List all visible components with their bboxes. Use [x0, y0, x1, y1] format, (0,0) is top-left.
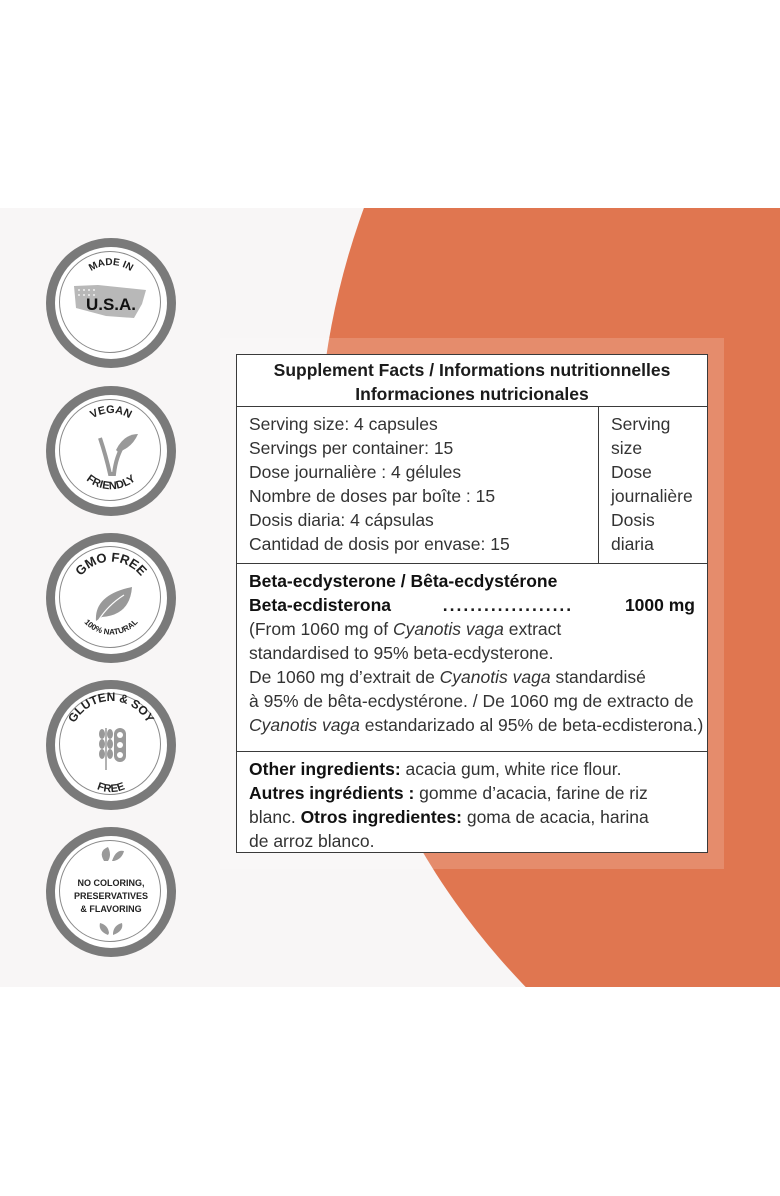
ingredient-amount: 1000 mg	[624, 595, 695, 615]
other-ingredients-section: Other ingredients: acacia gum, white rice flour. Autres ingrédients : gomme d’acacia, farine de riz blanc. Otros ingredientes: goma de acacia, harina de arroz blanco.	[249, 759, 649, 851]
svg-text:GMO FREE: GMO FREE	[72, 549, 150, 579]
svg-text:FREE: FREE	[95, 780, 127, 796]
badge-made-in-usa	[46, 238, 176, 368]
svg-text:PRESERVATIVES: PRESERVATIVES	[73, 891, 149, 901]
svg-text:U.S.A.: U.S.A.	[85, 295, 137, 314]
badge-no-additives	[46, 827, 176, 957]
svg-text:MADE IN: MADE IN	[87, 256, 135, 274]
svg-text:& FLAVORING: & FLAVORING	[80, 904, 142, 914]
supplement-facts-table	[236, 354, 708, 853]
leaf-icon	[46, 533, 176, 663]
ingredient-amount-row: Beta-ecdisterona ................... 1000 mg	[249, 595, 695, 615]
badge-gluten-soy-free	[46, 680, 176, 810]
serving-section	[237, 407, 707, 564]
svg-text:100% NATURAL: 100% NATURAL	[82, 617, 140, 637]
serving-column-header: Serving size Dose journalière Dosis diaria	[611, 414, 693, 554]
leaves-icon	[46, 827, 176, 957]
wheat-soy-icon	[46, 680, 176, 810]
svg-text:GLUTEN & SOY: GLUTEN & SOY	[65, 689, 157, 725]
active-ingredient-section	[237, 564, 707, 752]
serving-info: Serving size: 4 capsules Servings per container: 15 Dose journalière : 4 gélules Nombre de doses par boîte : 15 Dosis diaria: 4 cápsulas Cantidad de dosis por envase: 15	[237, 407, 599, 563]
badge-gmo-free	[46, 533, 176, 663]
svg-text:VEGAN: VEGAN	[88, 403, 134, 422]
svg-text:FRIENDLY: FRIENDLY	[84, 472, 138, 493]
svg-text:NO COLORING,: NO COLORING,	[77, 878, 145, 888]
facts-title: Supplement Facts / Informations nutritionnelles Informaciones nutricionales	[237, 355, 707, 407]
usa-flag-map-icon	[46, 238, 176, 368]
ingredient-name: Beta-ecdysterone / Bêta-ecdystérone	[249, 571, 558, 591]
v-leaf-icon	[46, 386, 176, 516]
badge-vegan-friendly	[46, 386, 176, 516]
ingredient-description: (From 1060 mg of Cyanotis vaga extract standardised to 95% beta-ecdysterone. De 1060 mg d’extrait de Cyanotis vaga standardisé à 95% de bêta-ecdystérone. / De 1060 mg de extracto de Cyanotis vaga estandarizado al 95% de beta-ecdisterona.)	[249, 619, 704, 735]
